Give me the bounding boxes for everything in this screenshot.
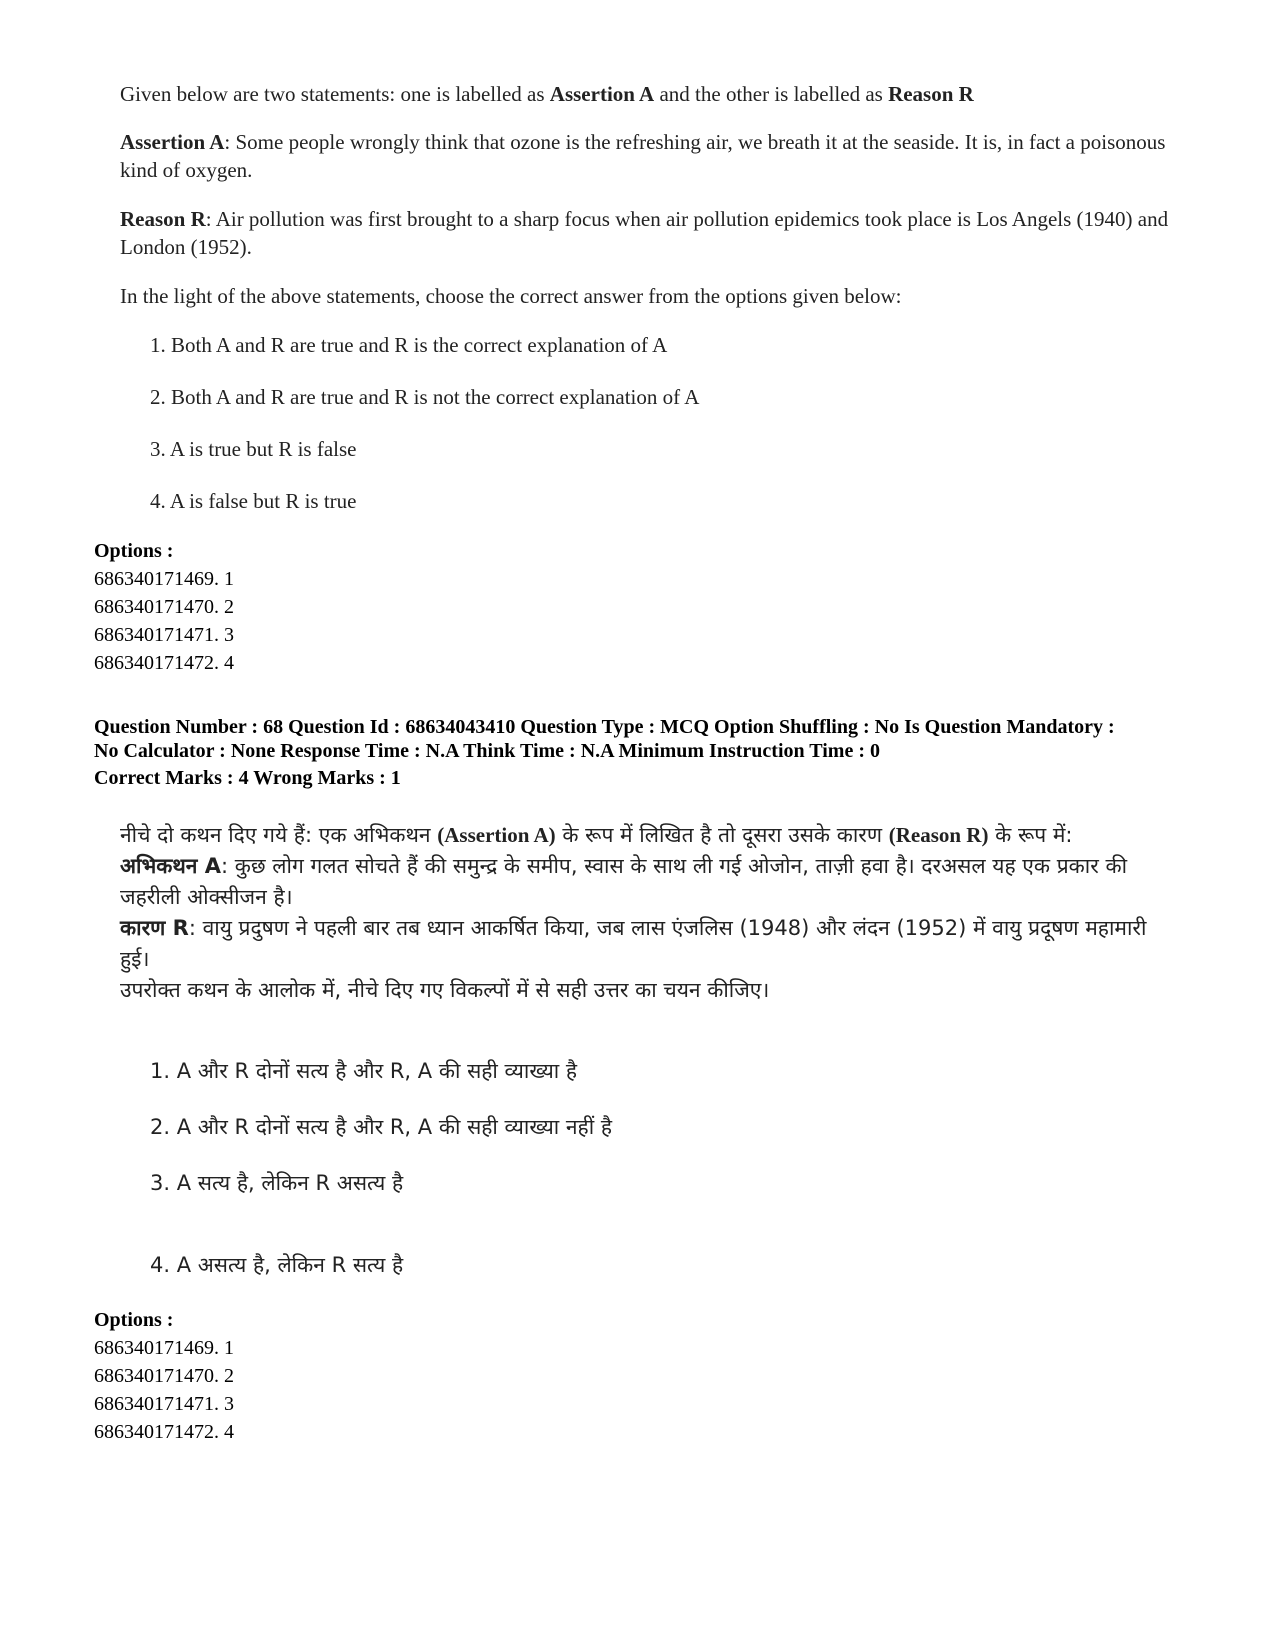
q68-reason: कारण R: वायु प्रदुषण ने पहली बार तब ध्यान आकर्षित किया, जब लास एंजलिस (1948) और लंदन (1952) में वायु प्रदूषण महामारी हुई। xyxy=(120,916,1147,971)
q68-meta-line2: No Calculator : None Response Time : N.A Think Time : N.A Minimum Instruction Time : 0 xyxy=(94,740,880,762)
q67-assertion: Assertion A: Some people wrongly think that ozone is the refreshing air, we breath it at the seaside. It is, in fact a poisonous kind of oxygen. xyxy=(120,130,1166,182)
q67-instruction: In the light of the above statements, choose the correct answer from the options given below: xyxy=(120,284,902,308)
q68-option-2: 686340171470. 2 xyxy=(94,1365,234,1387)
q68-option-3: 686340171471. 3 xyxy=(94,1393,234,1415)
q68-choice-1: 1. A और R दोनों सत्य है और R, A की सही व्याख्या है xyxy=(150,1059,578,1083)
q67-options-label: Options : xyxy=(94,540,174,562)
q68-meta-line1: Question Number : 68 Question Id : 68634043410 Question Type : MCQ Option Shuffling : No Is Question Mandatory : xyxy=(94,716,1115,738)
q68-option-4: 686340171472. 4 xyxy=(94,1421,234,1443)
q68-intro: नीचे दो कथन दिए गये हैं: एक अभिकथन (Assertion A) के रूप में लिखित है तो दूसरा उसके कारण (Reason R) के रूप में: xyxy=(120,823,1073,847)
q67-option-4: 686340171472. 4 xyxy=(94,652,234,674)
q67-option-2: 686340171470. 2 xyxy=(94,596,234,618)
q67-option-3: 686340171471. 3 xyxy=(94,624,234,646)
q68-question xyxy=(0,820,1275,1006)
q67-choice-3: 3. A is true but R is false xyxy=(150,437,357,461)
q67-intro: Given below are two statements: one is labelled as Assertion A and the other is labelled as Reason R xyxy=(120,82,974,106)
q68-marks: Correct Marks : 4 Wrong Marks : 1 xyxy=(94,767,401,789)
q68-choice-4: 4. A असत्य है, लेकिन R सत्य है xyxy=(150,1253,404,1277)
q68-choice-2: 2. A और R दोनों सत्य है और R, A की सही व्याख्या नहीं है xyxy=(150,1115,612,1139)
q68-option-1: 686340171469. 1 xyxy=(94,1337,234,1359)
q68-options-label: Options : xyxy=(94,1309,174,1331)
q68-choice-3: 3. A सत्य है, लेकिन R असत्य है xyxy=(150,1171,404,1195)
q67-reason: Reason R: Air pollution was first brought to a sharp focus when air pollution epidemics took place is Los Angels (1940) and London (1952). xyxy=(120,207,1169,259)
q67-option-1: 686340171469. 1 xyxy=(94,568,234,590)
q68-meta xyxy=(94,715,1204,763)
q68-assertion: अभिकथन A: कुछ लोग गलत सोचते हैं की समुन्द्र के समीप, स्वास के साथ ली गई ओजोन, ताज़ी हवा है। दरअसल यह एक प्रकार की जहरीली ओक्सीजन है। xyxy=(120,854,1128,909)
q67-question xyxy=(0,80,1275,108)
q67-choice-4: 4. A is false but R is true xyxy=(150,489,357,513)
q67-choice-2: 2. Both A and R are true and R is not the correct explanation of A xyxy=(150,385,700,409)
q68-instruction: उपरोक्त कथन के आलोक में, नीचे दिए गए विकल्पों में से सही उत्तर का चयन कीजिए। xyxy=(120,978,770,1002)
q67-choice-1: 1. Both A and R are true and R is the correct explanation of A xyxy=(150,333,668,357)
